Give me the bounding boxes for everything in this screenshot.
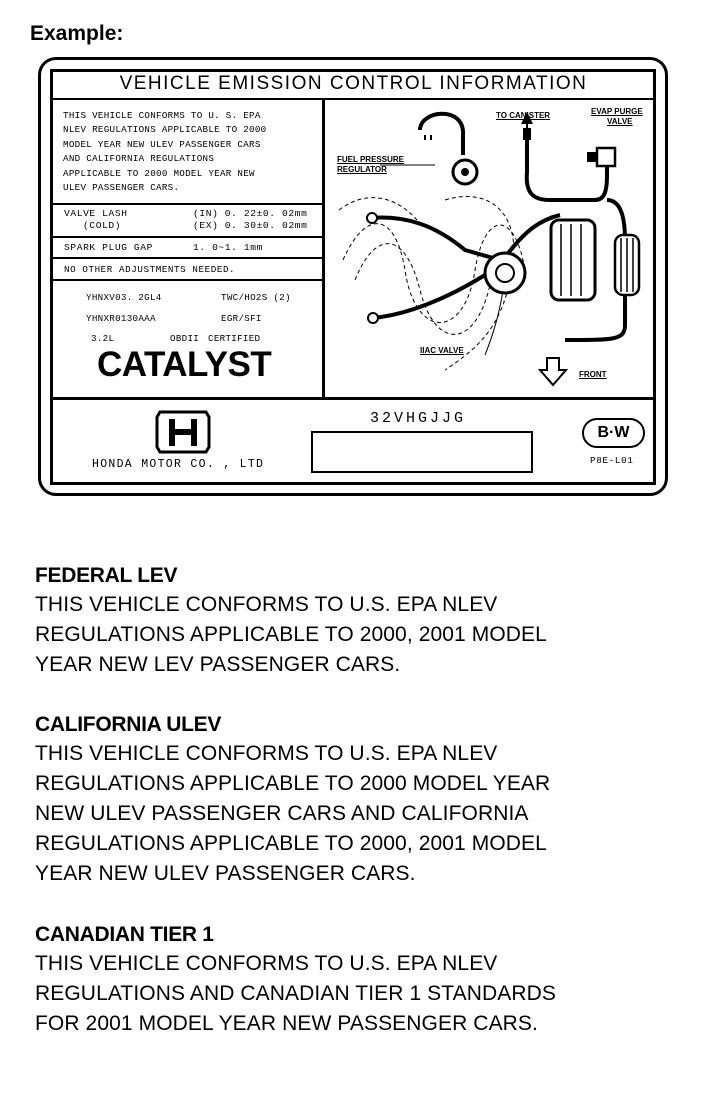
spark-plug-gap-label: SPARK PLUG GAP bbox=[64, 242, 154, 253]
footer-divider bbox=[52, 397, 654, 400]
front-arrow-icon bbox=[540, 358, 566, 385]
adjust-divider bbox=[52, 279, 323, 281]
obd-code: OBDII bbox=[170, 333, 200, 344]
section-line: YEAR NEW LEV PASSENGER CARS. bbox=[35, 653, 401, 676]
valve-lash-in-value: (IN) 0. 22±0. 02mm bbox=[193, 208, 308, 219]
evap-family-code: YHNXR0130AAA bbox=[86, 313, 156, 324]
valve-lash-label: VALVE LASH bbox=[64, 208, 128, 219]
federal-lev-section bbox=[35, 562, 685, 680]
fuel-pressure-regulator-label-2: REGULATOR bbox=[337, 165, 387, 174]
iac-valve bbox=[485, 253, 525, 293]
family-code: 32VHGJJG bbox=[370, 410, 467, 427]
vacuum-hose-main bbox=[370, 217, 500, 260]
bw-badge: B·W bbox=[582, 418, 645, 448]
section-line: THIS VEHICLE CONFORMS TO U.S. EPA NLEV bbox=[35, 742, 498, 765]
conform-line: AND CALIFORNIA REGULATIONS bbox=[63, 153, 215, 165]
conform-line: MODEL YEAR NEW ULEV PASSENGER CARS bbox=[63, 138, 261, 150]
gap-divider bbox=[52, 257, 323, 259]
manufacturer-name: HONDA MOTOR CO. , LTD bbox=[92, 458, 265, 471]
vacuum-hose-to-canister bbox=[420, 114, 463, 155]
alternator bbox=[551, 220, 595, 300]
section-line: REGULATIONS APPLICABLE TO 2000, 2001 MODEL bbox=[35, 832, 547, 855]
engine-family-code: YHNXV03. 2GL4 bbox=[86, 292, 162, 303]
conform-line: NLEV REGULATIONS APPLICABLE TO 2000 bbox=[63, 124, 267, 136]
evap-purge-valve-label-1: EVAP PURGE bbox=[591, 107, 643, 116]
conform-line: ULEV PASSENGER CARS. bbox=[63, 182, 180, 194]
label-title: VEHICLE EMISSION CONTROL INFORMATION bbox=[119, 73, 588, 94]
hose-fitting-upper bbox=[367, 213, 377, 223]
section-heading: CALIFORNIA ULEV bbox=[35, 713, 222, 736]
section-line: REGULATIONS APPLICABLE TO 2000, 2001 MODEL bbox=[35, 623, 547, 646]
displacement: 3.2L bbox=[91, 333, 115, 344]
section-line: REGULATIONS APPLICABLE TO 2000 MODEL YEAR bbox=[35, 772, 551, 795]
section-line: YEAR NEW ULEV PASSENGER CARS. bbox=[35, 862, 416, 885]
dashed-stroke bbox=[425, 135, 431, 140]
catalyst-label: CATALYST bbox=[97, 345, 272, 384]
section-line: NEW ULEV PASSENGER CARS AND CALIFORNIA bbox=[35, 802, 529, 825]
section-line: REGULATIONS AND CANADIAN TIER 1 STANDARDS bbox=[35, 982, 557, 1005]
example-title: Example: bbox=[30, 22, 124, 45]
purge-valve-body bbox=[587, 152, 597, 162]
vacuum-hose-diagram bbox=[325, 100, 653, 397]
valve-divider bbox=[52, 236, 323, 238]
evap-purge-valve-label-2: VALVE bbox=[607, 117, 633, 126]
fuel-pressure-regulator-label-1: FUEL PRESSURE bbox=[337, 155, 404, 164]
honda-logo-icon bbox=[154, 409, 212, 455]
certified-label: CERTIFIED bbox=[208, 333, 261, 344]
hose-fitting-lower bbox=[368, 313, 378, 323]
evap-purge-valve bbox=[597, 148, 615, 166]
emission-systems: TWC/HO2S (2) bbox=[221, 292, 291, 303]
conform-line: APPLICABLE TO 2000 MODEL YEAR NEW bbox=[63, 167, 255, 179]
iac-valve-label: IIAC VALVE bbox=[420, 346, 464, 355]
section-line: THIS VEHICLE CONFORMS TO U.S. EPA NLEV bbox=[35, 952, 498, 975]
egr-sfi: EGR/SFI bbox=[221, 313, 262, 324]
to-canister-label: TO CANISTER bbox=[496, 111, 551, 120]
conform-line: THIS VEHICLE CONFORMS TO U. S. EPA bbox=[63, 110, 261, 121]
conform-divider bbox=[52, 203, 323, 205]
canister-connector bbox=[523, 128, 531, 140]
vacuum-hose-purge bbox=[527, 140, 607, 200]
front-label: FRONT bbox=[579, 370, 607, 379]
section-line: FOR 2001 MODEL YEAR NEW PASSENGER CARS. bbox=[35, 1012, 538, 1035]
fpr-center bbox=[461, 168, 469, 176]
section-heading: CANADIAN TIER 1 bbox=[35, 923, 214, 946]
valve-lash-cold: (COLD) bbox=[83, 220, 122, 231]
section-heading: FEDERAL LEV bbox=[35, 564, 178, 587]
part-number: P8E-L01 bbox=[590, 455, 634, 466]
california-ulev-section bbox=[35, 711, 685, 889]
code-box bbox=[311, 431, 533, 473]
no-adjustments-note: NO OTHER ADJUSTMENTS NEEDED. bbox=[64, 264, 236, 275]
canadian-tier1-section bbox=[35, 921, 685, 1039]
conform-statement bbox=[63, 109, 325, 195]
valve-lash-ex-value: (EX) 0. 30±0. 02mm bbox=[193, 220, 308, 231]
spark-plug-gap-value: 1. 0~1. 1mm bbox=[193, 242, 263, 253]
section-line: THIS VEHICLE CONFORMS TO U.S. EPA NLEV bbox=[35, 593, 498, 616]
